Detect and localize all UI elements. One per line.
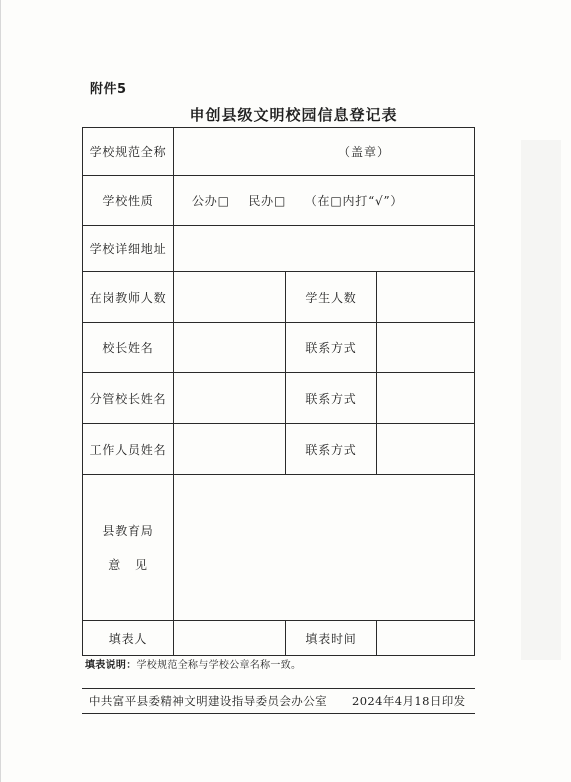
- principal-label: 校长姓名: [83, 323, 174, 373]
- row-address: [83, 226, 475, 272]
- teachers-field[interactable]: [174, 272, 286, 323]
- note-head: 填表说明：: [85, 660, 137, 671]
- opinion-char-1: 意: [108, 557, 121, 572]
- vice-principal-contact-field[interactable]: [377, 373, 475, 424]
- fill-time-field[interactable]: [377, 621, 475, 656]
- footer-issuer: 中共富平县委精神文明建设指导委员会办公室: [89, 694, 327, 708]
- row-vice-principal: [83, 373, 475, 424]
- row-principal: [83, 323, 475, 373]
- scan-shadow: [521, 140, 561, 660]
- teachers-label: 在岗教师人数: [83, 272, 174, 323]
- registration-form-table: [82, 127, 475, 656]
- opinion-label-line2: [83, 548, 173, 582]
- note-text: 学校规范全称与学校公章名称一致。: [136, 660, 302, 671]
- opinion-label: [83, 475, 174, 621]
- row-opinion: [83, 475, 475, 621]
- opinion-label-line1: 县教育局: [102, 523, 154, 538]
- opinion-field[interactable]: [174, 475, 475, 621]
- row-counts: [83, 272, 475, 323]
- filler-label: 填表人: [83, 621, 174, 656]
- staff-field[interactable]: [174, 424, 286, 475]
- principal-contact-label: 联系方式: [286, 323, 377, 373]
- filler-field[interactable]: [174, 621, 286, 656]
- principal-field[interactable]: [174, 323, 286, 373]
- principal-contact-field[interactable]: [377, 323, 475, 373]
- row-school-name: [83, 128, 475, 176]
- document-title: 申创县级文明校园信息登记表: [189, 106, 398, 124]
- attachment-label: 附件5: [90, 82, 127, 97]
- footer-divider-top: [82, 688, 475, 689]
- staff-contact-label: 联系方式: [286, 424, 377, 475]
- row-staff: [83, 424, 475, 475]
- footer-date: 2024年4月18日印发: [352, 694, 466, 708]
- students-field[interactable]: [377, 272, 475, 323]
- row-filler: [83, 621, 475, 656]
- opinion-char-2: 见: [135, 557, 148, 572]
- footer-divider-bottom: [82, 713, 475, 714]
- option-public[interactable]: 公办□: [192, 194, 230, 208]
- option-private[interactable]: 民办□: [248, 194, 287, 208]
- fill-time-label: 填表时间: [286, 621, 377, 656]
- vice-principal-field[interactable]: [174, 373, 286, 424]
- seal-note: （盖章）: [338, 145, 391, 159]
- fill-instructions: [85, 656, 301, 671]
- option-hint: （在□内打“√”）: [304, 194, 404, 208]
- school-name-label: 学校规范全称: [83, 128, 174, 176]
- school-name-field[interactable]: [174, 128, 475, 176]
- school-type-label: 学校性质: [83, 176, 174, 226]
- vice-principal-contact-label: 联系方式: [286, 373, 377, 424]
- address-field[interactable]: [174, 226, 475, 272]
- staff-contact-field[interactable]: [377, 424, 475, 475]
- school-type-field[interactable]: [174, 176, 475, 226]
- staff-label: 工作人员姓名: [83, 424, 174, 475]
- students-label: 学生人数: [286, 272, 377, 323]
- address-label: 学校详细地址: [83, 226, 174, 272]
- row-school-type: [83, 176, 475, 226]
- vice-principal-label: 分管校长姓名: [83, 373, 174, 424]
